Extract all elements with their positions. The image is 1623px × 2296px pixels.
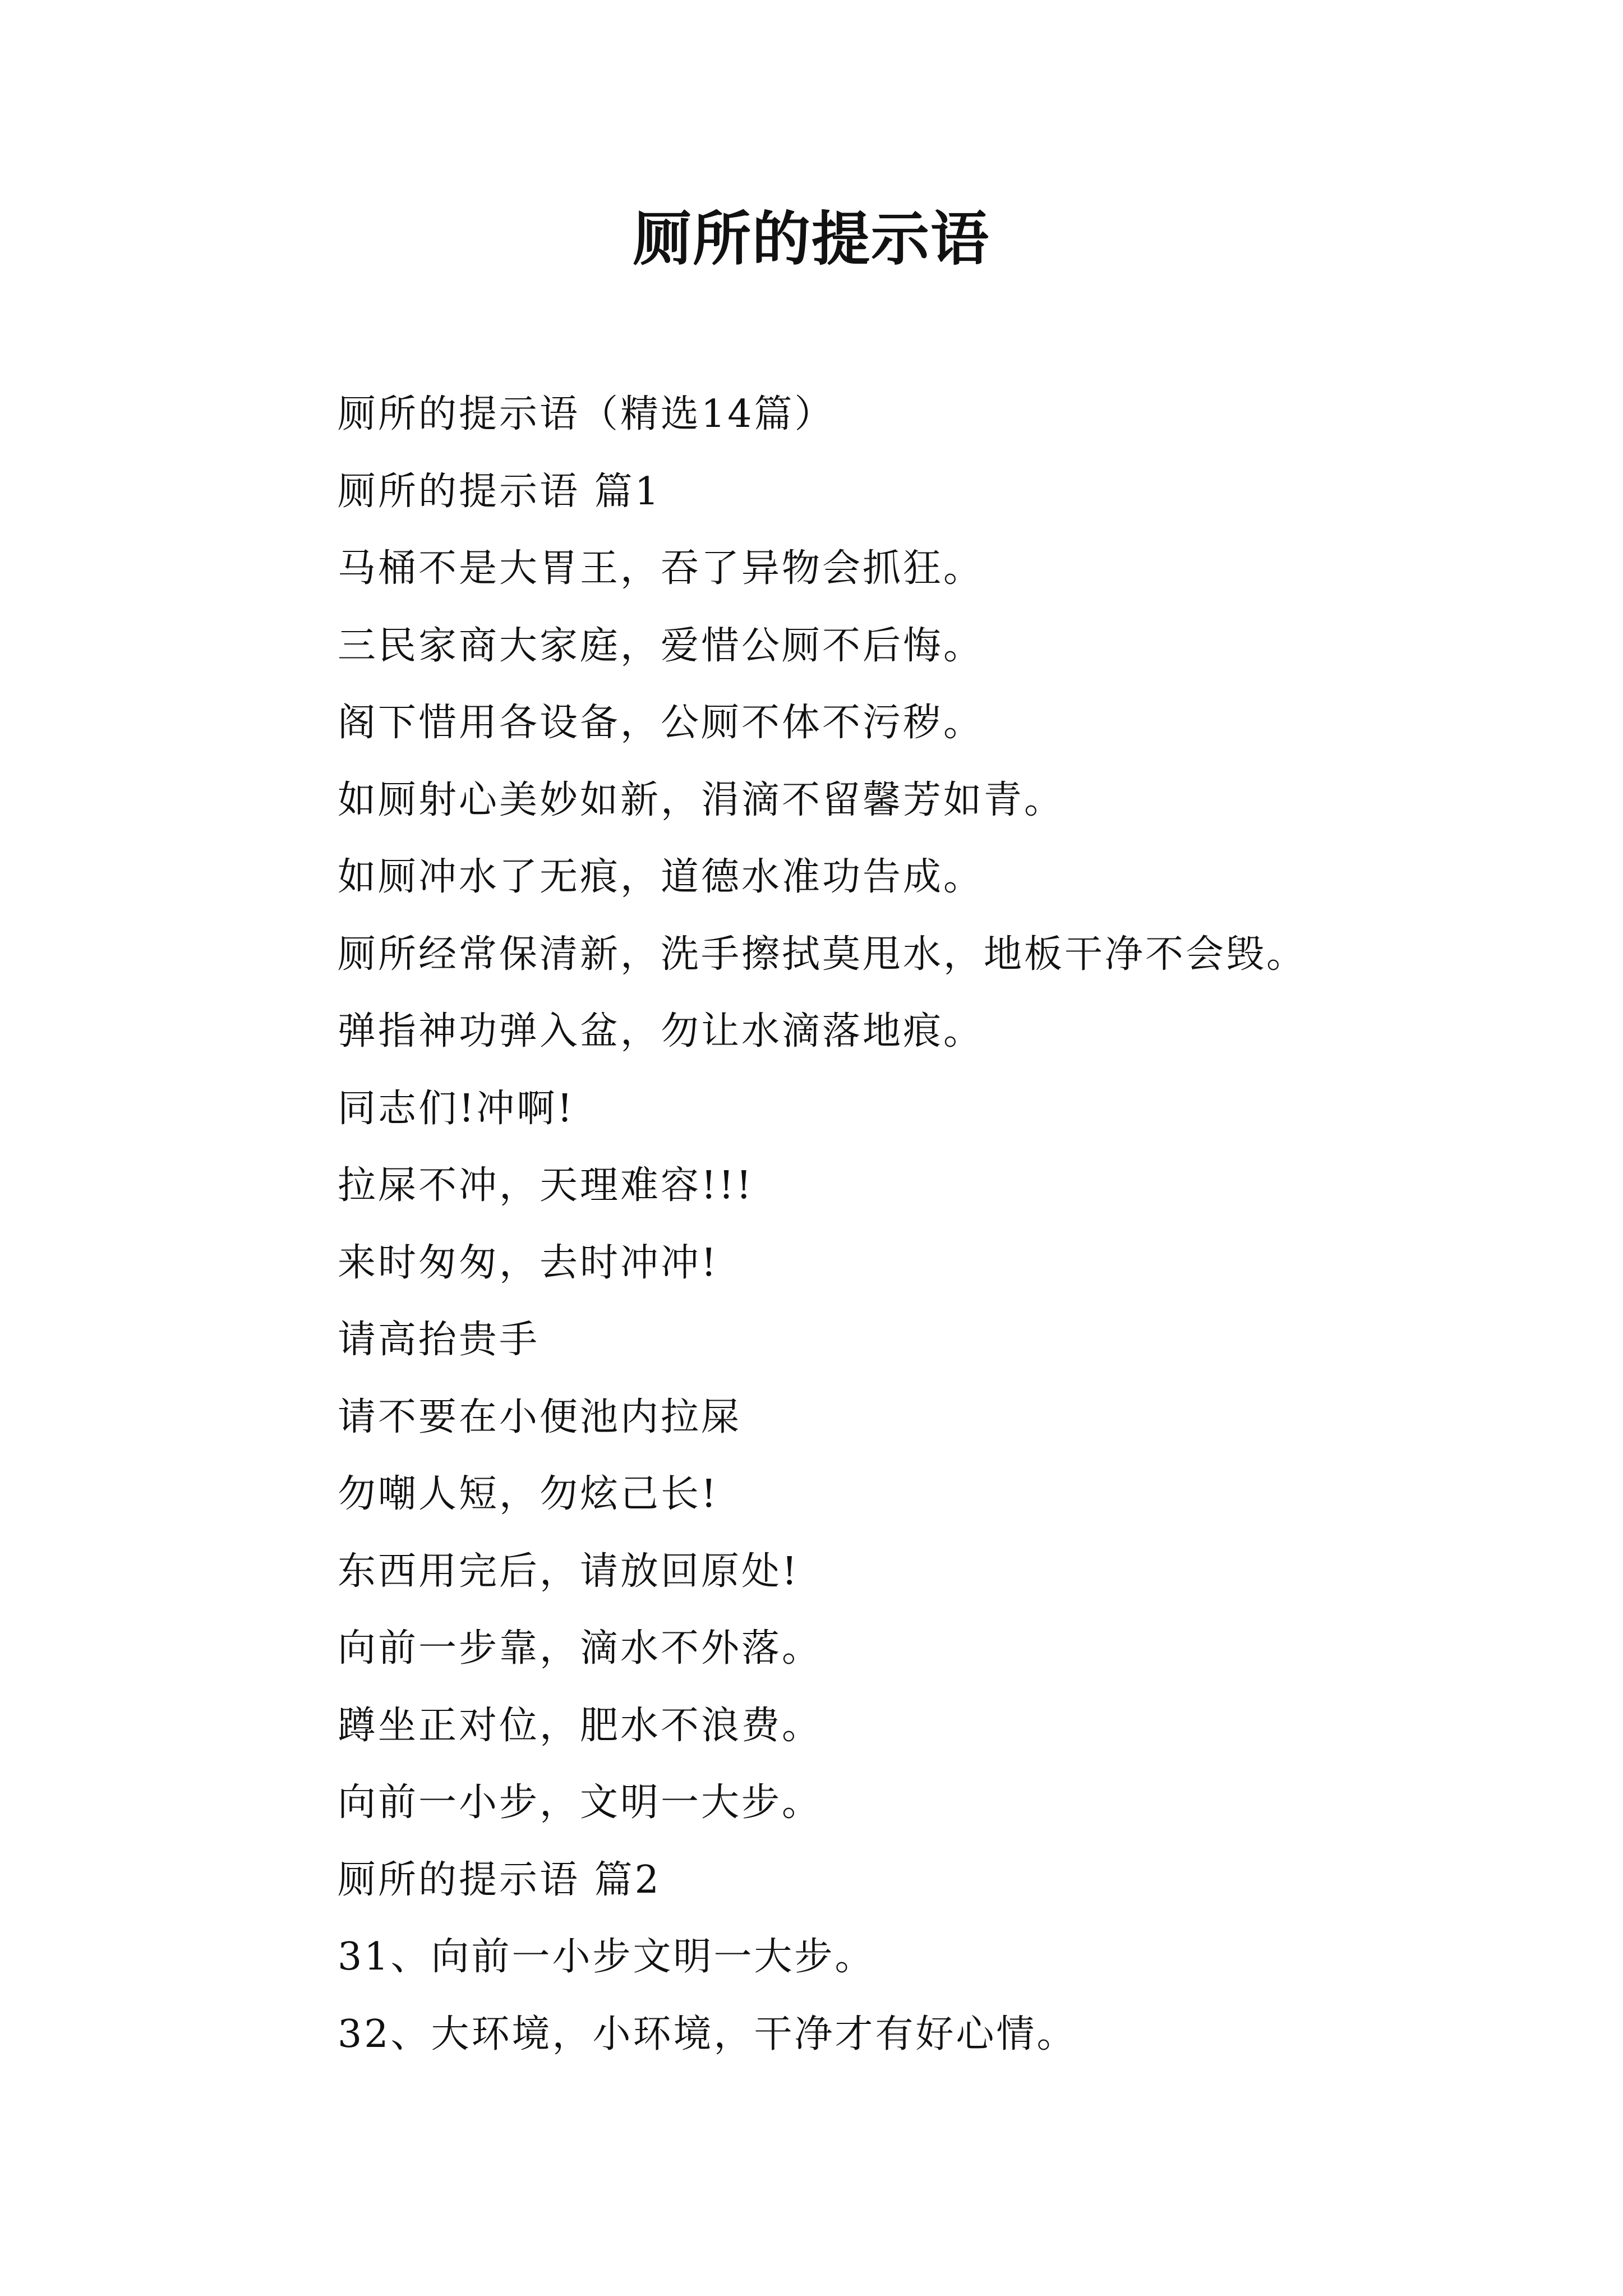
intro-heading: 厕所的提示语（精选14篇）	[338, 392, 835, 436]
slogan-line: 如厕射心美妙如新，涓滴不留馨芳如青。	[338, 777, 1065, 822]
document-title: 厕所的提示语	[633, 204, 990, 273]
slogan-line: 向前一步靠，滴水不外落。	[338, 1626, 823, 1671]
slogan-line: 同志们!冲啊!	[338, 1086, 575, 1131]
slogan-line: 向前一小步，文明一大步。	[338, 1780, 823, 1825]
slogan-line: 请不要在小便池内拉屎	[338, 1395, 742, 1439]
slogan-line: 拉屎不冲，天理难容!!!	[338, 1163, 754, 1208]
slogan-line: 来时匆匆，去时冲冲!	[338, 1240, 719, 1285]
document-body	[338, 376, 1515, 2073]
section-heading: 厕所的提示语 篇1	[338, 469, 661, 514]
slogan-line: 31、向前一小步文明一大步。	[338, 1935, 875, 1979]
slogan-line: 32、大环境，小环境，干净才有好心情。	[338, 2012, 1077, 2056]
section-heading: 厕所的提示语 篇2	[338, 1857, 661, 1902]
slogan-line: 弹指神功弹入盆，勿让水滴落地痕。	[338, 1009, 984, 1053]
slogan-line: 阁下惜用各设备，公厕不体不污秽。	[338, 701, 984, 745]
slogan-line: 三民家商大家庭，爱惜公厕不后悔。	[338, 623, 984, 668]
slogan-line: 蹲坐正对位，肥水不浪费。	[338, 1703, 823, 1748]
slogan-line: 马桶不是大胃王，吞了异物会抓狂。	[338, 546, 984, 591]
slogan-line: 勿嘲人短，勿炫己长!	[338, 1472, 719, 1516]
slogan-line: 请高抬贵手	[338, 1318, 540, 1362]
slogan-line: 厕所经常保清新，洗手擦拭莫甩水，地板干净不会毁。	[338, 932, 1307, 977]
slogan-line: 如厕冲水了无痕，道德水准功告成。	[338, 855, 984, 899]
slogan-line: 东西用完后，请放回原处!	[338, 1549, 800, 1594]
